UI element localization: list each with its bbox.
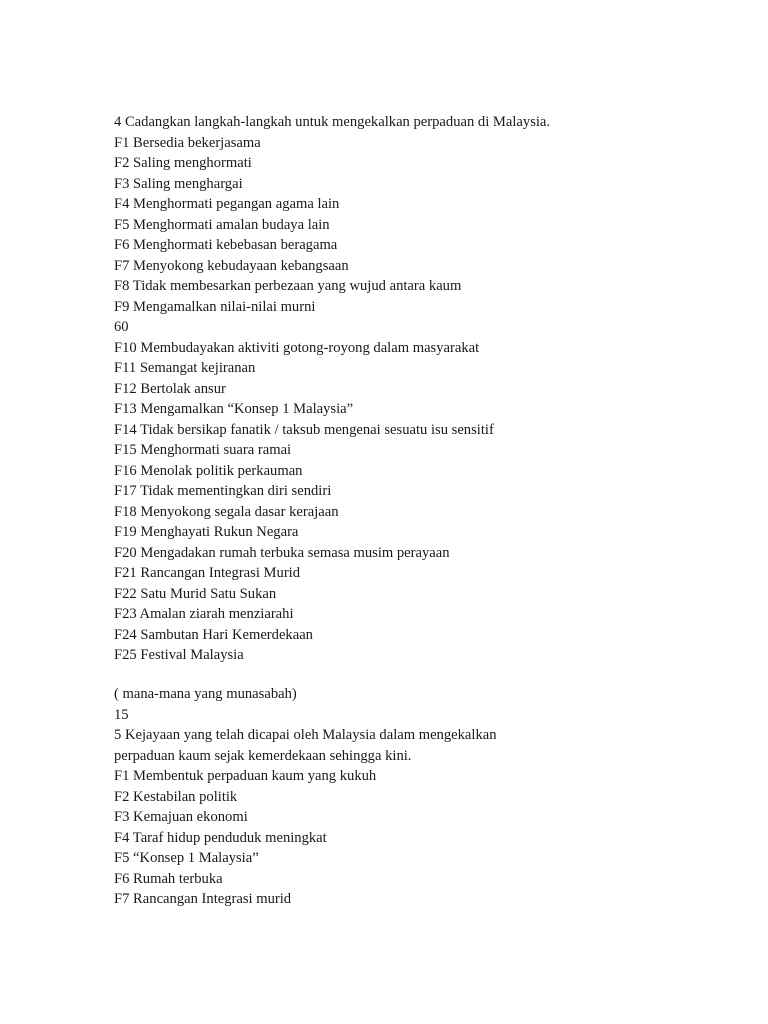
list-item: F5 “Konsep 1 Malaysia”	[114, 850, 259, 866]
section-4	[114, 112, 550, 666]
list-item: F11 Semangat kejiranan	[114, 360, 256, 376]
list-item: F1 Membentuk perpaduan kaum yang kukuh	[114, 768, 377, 784]
list-item: F2 Kestabilan politik	[114, 788, 238, 805]
list-item: F22 Satu Murid Satu Sukan	[114, 585, 277, 602]
list-item: F7 Menyokong kebudayaan kebangsaan	[114, 257, 349, 274]
list-item: F17 Tidak mementingkan diri sendiri	[114, 483, 332, 499]
list-item: F15 Menghormati suara ramai	[114, 442, 292, 458]
answer-note: ( mana-mana yang munasabah)	[114, 686, 297, 702]
list-item: F4 Taraf hidup penduduk meningkat	[114, 829, 327, 846]
list-item: F3 Kemajuan ekonomi	[114, 809, 248, 825]
question-5-heading-line2: perpaduan kaum sejak kemerdekaan sehingga kini.	[114, 747, 412, 764]
list-item: F18 Menyokong segala dasar kerajaan	[114, 503, 339, 520]
marks: 15	[114, 706, 129, 723]
question-5-heading-line1: 5 Kejayaan yang telah dicapai oleh Malaysia dalam mengekalkan	[114, 727, 497, 743]
list-item: F12 Bertolak ansur	[114, 380, 226, 397]
list-item: F19 Menghayati Rukun Negara	[114, 524, 299, 540]
list-item: F10 Membudayakan aktiviti gotong-royong dalam masyarakat	[114, 339, 480, 356]
list-item: F23 Amalan ziarah menziarahi	[114, 606, 294, 622]
list-item: F25 Festival Malaysia	[114, 647, 244, 663]
list-item: F14 Tidak bersikap fanatik / taksub mengenai sesuatu isu sensitif	[114, 421, 494, 438]
list-item: F6 Menghormati kebebasan beragama	[114, 237, 338, 253]
page-number: 60	[114, 319, 129, 335]
list-item: F8 Tidak membesarkan perbezaan yang wujud antara kaum	[114, 278, 462, 294]
list-item: F20 Mengadakan rumah terbuka semasa musim perayaan	[114, 544, 450, 561]
list-item: F7 Rancangan Integrasi murid	[114, 891, 292, 907]
list-item: F5 Menghormati amalan budaya lain	[114, 216, 330, 233]
list-item: F1 Bersedia bekerjasama	[114, 134, 261, 151]
list-item: F24 Sambutan Hari Kemerdekaan	[114, 626, 313, 643]
list-item: F4 Menghormati pegangan agama lain	[114, 196, 340, 212]
question-4-heading: 4 Cadangkan langkah-langkah untuk mengekalkan perpaduan di Malaysia.	[114, 114, 551, 130]
list-item: F13 Mengamalkan “Konsep 1 Malaysia”	[114, 401, 354, 417]
list-item: F16 Menolak politik perkauman	[114, 462, 303, 479]
list-item: F6 Rumah terbuka	[114, 870, 223, 887]
list-item: F3 Saling menghargai	[114, 175, 243, 192]
list-item: F9 Mengamalkan nilai-nilai murni	[114, 298, 316, 315]
list-item: F21 Rancangan Integrasi Murid	[114, 565, 301, 581]
section-5	[114, 684, 497, 910]
list-item: F2 Saling menghormati	[114, 155, 252, 171]
